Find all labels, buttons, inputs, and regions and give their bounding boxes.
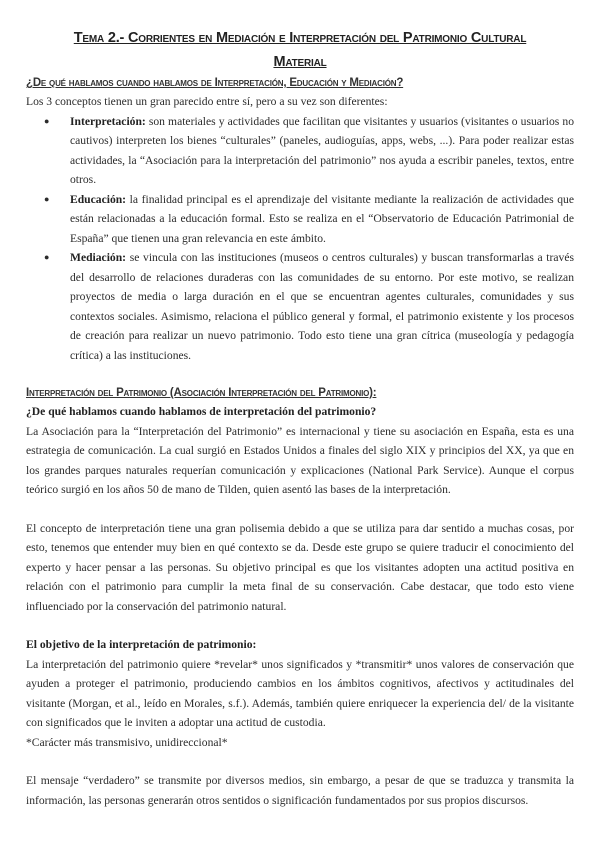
term-label: Educación: xyxy=(70,192,127,206)
bullet-icon: ● xyxy=(44,252,50,262)
concepts-list xyxy=(26,112,574,366)
list-item-educacion xyxy=(44,190,574,249)
subheading-question xyxy=(26,402,574,422)
title-line-2: Material xyxy=(273,54,327,70)
document-title xyxy=(26,26,574,74)
intro-paragraph: Los 3 conceptos tienen un gran parecido entre sí, pero a su vez son diferentes: xyxy=(26,95,388,108)
section-heading-interpretacion: Interpretación del Patrimonio (Asociación Interpretación del Patrimonio): xyxy=(26,387,377,399)
bullet-icon: ● xyxy=(44,193,50,204)
term-definition: se vincula con las instituciones (museos o centros culturales) y buscan transformarlas a través del desarrollo de relaciones duraderas con las comunidades de su entorno. Por este motivo, se realizan proyectos de media o larga duración en el que se encuentran agentes culturales, comunidades y sus contextos sociales. Asimismo, relaciona el público general y formal, el patrimonio existente y los procesos de creación para realizar un nuevo patrimonio. Todo esto tiene una gran cítrica (museología y pedagogía crítica) a las instituciones. xyxy=(70,251,574,362)
subheading-text: ¿De qué hablamos cuando hablamos de interpretación del patrimonio? xyxy=(26,405,377,418)
paragraph-objective: La interpretación del patrimonio quiere *revelar* unos significados y *transmitir* unos valores de conservación que ayuden a proteger el patrimonio, produciendo cambios en los ámbitos cognitivos, afectivos y actitudinales del visitante (Morgan, et al., leído en Morales, s.f.). Además, también quiere enriquecer la experiencia del/ de la visitante con significados que le inviten a adoptar una actitud de custodia. xyxy=(26,657,574,729)
objective-heading xyxy=(26,635,574,655)
list-item-interpretacion xyxy=(44,112,574,190)
paragraph-polisemia: El concepto de interpretación tiene una gran polisemia debido a que se utiliza para dar sentido a muchas cosas, por esto, tenemos que entender muy bien en qué contexto se da. Desde este grupo se quiere traducir el conocimiento del experto y hacer pensar a las personas. Su objetivo principal es que los visitantes adopten una actitud positiva en relación con el patrimonio para cumplir la meta final de su conservación. Cabe destacar, que todo esto viene influenciado por la conservación del patrimonio natural. xyxy=(26,521,574,613)
section-heading-concepts: ¿De qué hablamos cuando hablamos de Interpretación, Educación y Mediación? xyxy=(26,77,404,89)
paragraph-mensaje: El mensaje “verdadero” se transmite por diversos medios, sin embargo, a pesar de que se traduzca y transmita la información, las personas generarán otros sentidos o significación fundamentados por sus propios discursos. xyxy=(26,774,574,807)
objective-heading-text: El objetivo de la interpretación de patrimonio: xyxy=(26,638,257,651)
term-label: Interpretación: xyxy=(70,114,146,128)
term-label: Mediación: xyxy=(70,251,127,264)
list-item-mediacion xyxy=(44,248,574,365)
spacer xyxy=(26,616,574,635)
spacer xyxy=(26,500,574,519)
document-page xyxy=(26,26,574,810)
spacer xyxy=(26,365,574,384)
bullet-icon: ● xyxy=(44,115,50,126)
objective-note: *Carácter más transmisivo, unidireccional* xyxy=(26,735,228,749)
term-definition: la finalidad principal es el aprendizaje del visitante mediante la realización de actividades que están relacionadas a la educación formal. Esto se realiza en el “Observatorio de Educación Patrimonial de España” que tienen una gran relevancia en este ámbito. xyxy=(70,192,574,245)
spacer xyxy=(26,752,574,771)
title-line-1: Tema 2.- Corrientes en Mediación e Interpretación del Patrimonio Cultural xyxy=(73,30,527,46)
term-definition: son materiales y actividades que facilitan que visitantes y usuarios (visitantes o usuarios no cautivos) interpreten los bienes “culturales” (paneles, audioguías, apps, webs, ...). Para poder realizar estas actividades, la “Asociación para la interpretación del patrimonio” nos ayuda a escribir paneles, textos, entre otros. xyxy=(70,114,574,186)
paragraph-asociacion: La Asociación para la “Interpretación del Patrimonio” es internacional y tiene su asociación en España, esta es una estrategia de comunicación. La cual surgió en Estados Unidos a finales del siglo XIX y principios del XX, ya que en los grandes parques naturales requerían comunicación y explicaciones (National Park Service). Aunque el corpus teórico surgió en los años 50 de mano de Tilden, quien asentó las bases de la interpretación. xyxy=(26,424,574,496)
